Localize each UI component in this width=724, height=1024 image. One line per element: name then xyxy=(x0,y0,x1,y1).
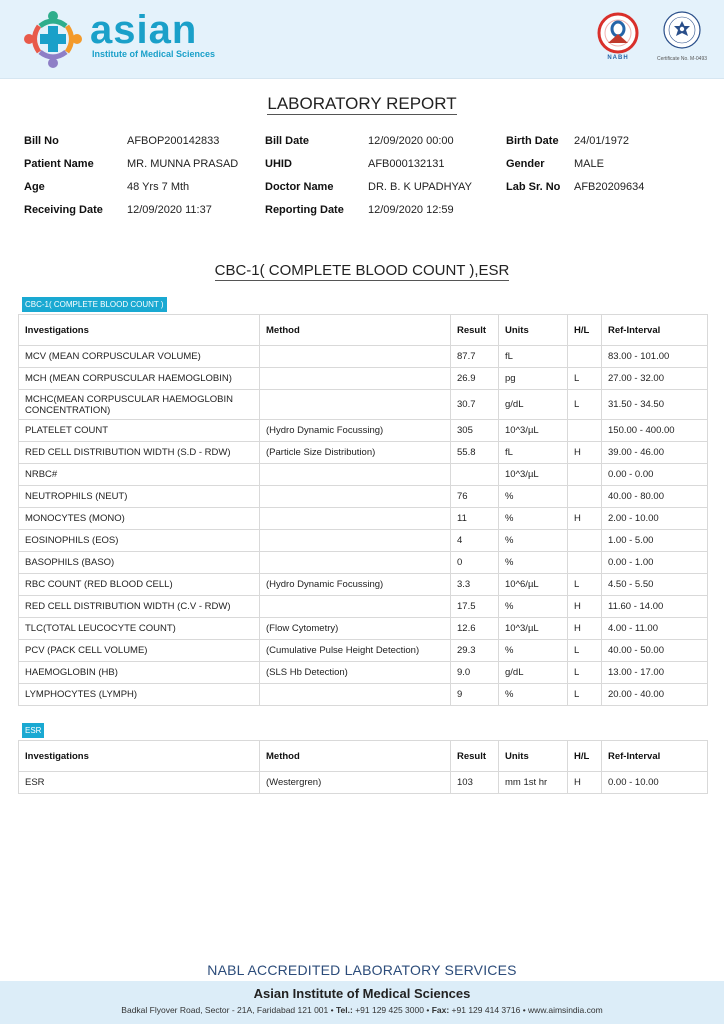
col-method: Method xyxy=(260,315,451,346)
table-row xyxy=(19,420,708,442)
cell-investigation: RED CELL DISTRIBUTION WIDTH (S.D - RDW) xyxy=(19,442,260,464)
cell-units: 10^3/µL xyxy=(499,464,568,486)
cell-method xyxy=(260,368,451,390)
report-title: LABORATORY REPORT xyxy=(267,94,457,113)
table-row xyxy=(19,530,708,552)
section-title: CBC-1( COMPLETE BLOOD COUNT ),ESR xyxy=(214,262,510,279)
cell-hl xyxy=(568,530,602,552)
cell-result: 76 xyxy=(451,486,499,508)
cell-result: 29.3 xyxy=(451,640,499,662)
cell-method xyxy=(260,508,451,530)
table-row xyxy=(19,684,708,706)
cell-investigation: ESR xyxy=(19,772,260,794)
cell-ref-interval: 2.00 - 10.00 xyxy=(602,508,708,530)
table-row xyxy=(19,596,708,618)
col-units: Units xyxy=(499,315,568,346)
cell-ref-interval: 4.00 - 11.00 xyxy=(602,618,708,640)
bill-no-value: AFBOP200142833 xyxy=(127,135,220,147)
tel-label: Tel.: xyxy=(335,1005,353,1015)
receiving-date-label: Receiving Date xyxy=(24,204,103,216)
cell-investigation: MCHC(MEAN CORPUSCULAR HAEMOGLOBIN CONCENTRATION) xyxy=(19,390,260,420)
reporting-date-label: Reporting Date xyxy=(265,204,344,216)
cell-hl: H xyxy=(568,618,602,640)
cell-result: 17.5 xyxy=(451,596,499,618)
cell-hl xyxy=(568,464,602,486)
cell-units: fL xyxy=(499,346,568,368)
cell-hl: H xyxy=(568,596,602,618)
brand-name: asian xyxy=(90,8,198,52)
cell-hl: L xyxy=(568,368,602,390)
cell-method xyxy=(260,346,451,368)
cell-units: g/dL xyxy=(499,390,568,420)
col-result: Result xyxy=(451,741,499,772)
table-row xyxy=(19,464,708,486)
cell-result: 26.9 xyxy=(451,368,499,390)
col-hl: H/L xyxy=(568,315,602,346)
footer-accreditation: NABL ACCREDITED LABORATORY SERVICES xyxy=(207,962,517,978)
cell-method: (SLS Hb Detection) xyxy=(260,662,451,684)
cell-hl: H xyxy=(568,508,602,530)
cell-hl: L xyxy=(568,390,602,420)
bullet: • xyxy=(426,1005,432,1015)
cell-ref-interval: 40.00 - 80.00 xyxy=(602,486,708,508)
cell-result: 55.8 xyxy=(451,442,499,464)
esr-tag: ESR xyxy=(22,723,44,738)
cell-method xyxy=(260,596,451,618)
cell-result: 305 xyxy=(451,420,499,442)
reporting-date-value: 12/09/2020 12:59 xyxy=(368,204,454,216)
uhid-label: UHID xyxy=(265,158,292,170)
cell-hl: L xyxy=(568,662,602,684)
cell-ref-interval: 1.00 - 5.00 xyxy=(602,530,708,552)
cell-hl xyxy=(568,486,602,508)
cell-method xyxy=(260,552,451,574)
bullet: • xyxy=(522,1005,529,1015)
lab-sr-label: Lab Sr. No xyxy=(506,181,561,193)
cell-ref-interval: 150.00 - 400.00 xyxy=(602,420,708,442)
cell-ref-interval: 4.50 - 5.50 xyxy=(602,574,708,596)
cell-result: 12.6 xyxy=(451,618,499,640)
footer-address-line xyxy=(0,1005,724,1016)
cell-investigation: PCV (PACK CELL VOLUME) xyxy=(19,640,260,662)
cell-method: (Hydro Dynamic Focussing) xyxy=(260,574,451,596)
cell-units: % xyxy=(499,508,568,530)
cell-method: (Cumulative Pulse Height Detection) xyxy=(260,640,451,662)
nabh-logo-icon xyxy=(597,12,639,54)
cell-hl: L xyxy=(568,574,602,596)
cell-ref-interval: 83.00 - 101.00 xyxy=(602,346,708,368)
lab-sr-value: AFB20209634 xyxy=(574,181,645,193)
cell-result: 30.7 xyxy=(451,390,499,420)
asian-logo-icon xyxy=(22,8,84,70)
cell-units: % xyxy=(499,530,568,552)
cell-units: % xyxy=(499,486,568,508)
cell-ref-interval: 39.00 - 46.00 xyxy=(602,442,708,464)
table-row xyxy=(19,618,708,640)
cell-units: % xyxy=(499,640,568,662)
certification-badge xyxy=(650,10,714,70)
cell-ref-interval: 0.00 - 0.00 xyxy=(602,464,708,486)
patient-name-label: Patient Name xyxy=(24,158,94,170)
table-row xyxy=(19,552,708,574)
cell-method xyxy=(260,684,451,706)
fax-value: +91 129 414 3716 xyxy=(451,1005,521,1015)
cell-result: 87.7 xyxy=(451,346,499,368)
table-row xyxy=(19,346,708,368)
cell-method xyxy=(260,464,451,486)
footer-institute-name: Asian Institute of Medical Sciences xyxy=(253,986,471,1001)
cell-units: mm 1st hr xyxy=(499,772,568,794)
table-header-row xyxy=(19,315,708,346)
bullet: • xyxy=(330,1005,336,1015)
website-link[interactable]: www.aimsindia.com xyxy=(528,1005,603,1015)
cbc-tag: CBC-1( COMPLETE BLOOD COUNT ) xyxy=(22,297,167,312)
cell-result: 9 xyxy=(451,684,499,706)
birth-date-value: 24/01/1972 xyxy=(574,135,630,147)
cell-ref-interval: 40.00 - 50.00 xyxy=(602,640,708,662)
table-row xyxy=(19,390,708,420)
certificate-number: Certificate No. M-0493 xyxy=(656,56,708,62)
cell-result: 103 xyxy=(451,772,499,794)
cell-hl xyxy=(568,552,602,574)
cell-units: 10^6/µL xyxy=(499,574,568,596)
cell-units: % xyxy=(499,684,568,706)
cell-investigation: PLATELET COUNT xyxy=(19,420,260,442)
cell-method: (Particle Size Distribution) xyxy=(260,442,451,464)
gender-label: Gender xyxy=(506,158,545,170)
cell-result: 0 xyxy=(451,552,499,574)
cell-method xyxy=(260,390,451,420)
cell-ref-interval: 0.00 - 1.00 xyxy=(602,552,708,574)
col-ref-interval: Ref-Interval xyxy=(602,315,708,346)
cell-ref-interval: 27.00 - 32.00 xyxy=(602,368,708,390)
cell-result: 4 xyxy=(451,530,499,552)
cell-hl: L xyxy=(568,640,602,662)
brand-subtitle: Institute of Medical Sciences xyxy=(92,49,216,59)
bill-date-value: 12/09/2020 00:00 xyxy=(368,135,454,147)
uhid-value: AFB000132131 xyxy=(368,158,445,170)
fax-label: Fax: xyxy=(431,1005,450,1015)
tel-value: +91 129 425 3000 xyxy=(355,1005,424,1015)
cell-units: % xyxy=(499,596,568,618)
cell-method xyxy=(260,486,451,508)
header-band xyxy=(0,0,724,79)
cell-investigation: BASOPHILS (BASO) xyxy=(19,552,260,574)
cell-result xyxy=(451,464,499,486)
cell-units: 10^3/µL xyxy=(499,420,568,442)
nabh-badge xyxy=(594,12,642,68)
cell-hl xyxy=(568,346,602,368)
cell-units: fL xyxy=(499,442,568,464)
birth-date-label: Birth Date xyxy=(506,135,559,147)
cell-investigation: NRBC# xyxy=(19,464,260,486)
cell-units: 10^3/µL xyxy=(499,618,568,640)
age-label: Age xyxy=(24,181,45,193)
cell-hl: L xyxy=(568,684,602,706)
cell-investigation: TLC(TOTAL LEUCOCYTE COUNT) xyxy=(19,618,260,640)
receiving-date-value: 12/09/2020 11:37 xyxy=(127,204,212,216)
cell-investigation: EOSINOPHILS (EOS) xyxy=(19,530,260,552)
col-units: Units xyxy=(499,741,568,772)
cell-investigation: NEUTROPHILS (NEUT) xyxy=(19,486,260,508)
cell-ref-interval: 0.00 - 10.00 xyxy=(602,772,708,794)
cell-investigation: LYMPHOCYTES (LYMPH) xyxy=(19,684,260,706)
table-row xyxy=(19,486,708,508)
cell-ref-interval: 31.50 - 34.50 xyxy=(602,390,708,420)
cell-investigation: RED CELL DISTRIBUTION WIDTH (C.V - RDW) xyxy=(19,596,260,618)
table-row xyxy=(19,368,708,390)
cell-units: pg xyxy=(499,368,568,390)
cell-method: (Westergren) xyxy=(260,772,451,794)
cell-ref-interval: 13.00 - 17.00 xyxy=(602,662,708,684)
cell-hl xyxy=(568,420,602,442)
col-ref-interval: Ref-Interval xyxy=(602,741,708,772)
cell-method xyxy=(260,530,451,552)
nabh-text: NABH xyxy=(607,55,629,61)
table-row xyxy=(19,662,708,684)
bill-date-label: Bill Date xyxy=(265,135,310,147)
cell-investigation: MCH (MEAN CORPUSCULAR HAEMOGLOBIN) xyxy=(19,368,260,390)
age-value: 48 Yrs 7 Mth xyxy=(127,181,190,193)
certification-seal-icon xyxy=(662,10,702,50)
col-investigations: Investigations xyxy=(19,315,260,346)
cell-method: (Hydro Dynamic Focussing) xyxy=(260,420,451,442)
table-header-row xyxy=(19,741,708,772)
col-method: Method xyxy=(260,741,451,772)
cell-method: (Flow Cytometry) xyxy=(260,618,451,640)
doctor-label: Doctor Name xyxy=(265,181,334,193)
table-row xyxy=(19,442,708,464)
cell-ref-interval: 20.00 - 40.00 xyxy=(602,684,708,706)
cell-ref-interval: 11.60 - 14.00 xyxy=(602,596,708,618)
cell-investigation: HAEMOGLOBIN (HB) xyxy=(19,662,260,684)
gender-value: MALE xyxy=(574,158,604,170)
col-hl: H/L xyxy=(568,741,602,772)
cell-investigation: MCV (MEAN CORPUSCULAR VOLUME) xyxy=(19,346,260,368)
cell-result: 9.0 xyxy=(451,662,499,684)
table-row xyxy=(19,574,708,596)
cell-hl: H xyxy=(568,772,602,794)
bill-no-label: Bill No xyxy=(24,135,59,147)
table-row xyxy=(19,640,708,662)
cell-units: g/dL xyxy=(499,662,568,684)
cbc-table xyxy=(18,314,708,706)
table-row xyxy=(19,772,708,794)
cell-units: % xyxy=(499,552,568,574)
cell-result: 11 xyxy=(451,508,499,530)
table-row xyxy=(19,508,708,530)
doctor-value: DR. B. K UPADHYAY xyxy=(368,181,472,193)
cell-result: 3.3 xyxy=(451,574,499,596)
cell-investigation: RBC COUNT (RED BLOOD CELL) xyxy=(19,574,260,596)
esr-table xyxy=(18,740,708,794)
col-result: Result xyxy=(451,315,499,346)
cell-hl: H xyxy=(568,442,602,464)
patient-name-value: MR. MUNNA PRASAD xyxy=(127,158,239,170)
footer-address: Badkal Flyover Road, Sector - 21A, Faridabad 121 001 xyxy=(121,1005,329,1015)
cell-investigation: MONOCYTES (MONO) xyxy=(19,508,260,530)
col-investigations: Investigations xyxy=(19,741,260,772)
